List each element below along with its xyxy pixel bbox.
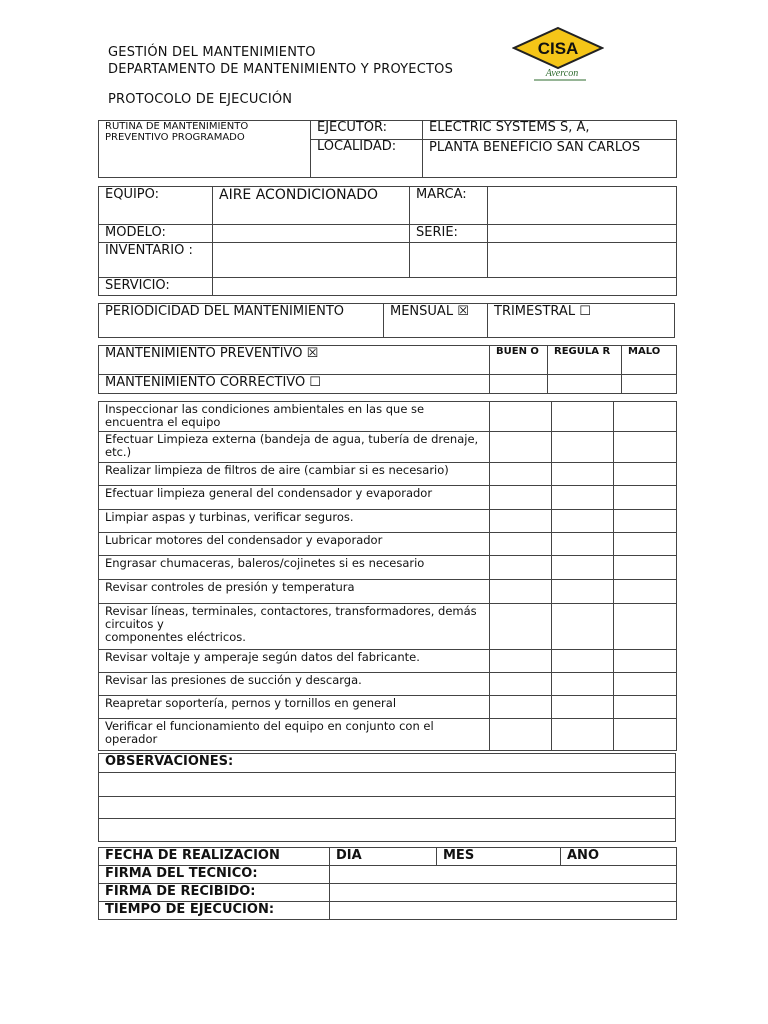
task-good-cell[interactable] <box>490 719 552 751</box>
serie-label: SERIE: <box>410 225 488 243</box>
task-row <box>99 580 677 604</box>
task-good-cell[interactable] <box>490 463 552 486</box>
observations-line[interactable] <box>99 819 676 842</box>
task-bad-cell[interactable] <box>614 402 677 432</box>
task-bad-cell[interactable] <box>614 510 677 533</box>
routine-table <box>98 120 677 178</box>
servicio-value <box>213 278 677 296</box>
task-regular-cell[interactable] <box>552 696 614 719</box>
task-row <box>99 650 677 673</box>
task-good-cell[interactable] <box>490 486 552 510</box>
task-good-cell[interactable] <box>490 556 552 580</box>
task-row <box>99 432 677 463</box>
task-description: Revisar líneas, terminales, contactores, transformadores, demás circuitos y componentes eléctricos. <box>99 604 490 650</box>
modelo-value <box>213 225 410 243</box>
task-regular-cell[interactable] <box>552 432 614 463</box>
serie-value <box>488 225 677 243</box>
periodicity-quarterly[interactable]: TRIMESTRAL ☐ <box>488 304 675 338</box>
task-regular-cell[interactable] <box>552 556 614 580</box>
task-bad-cell[interactable] <box>614 673 677 696</box>
marca-value <box>488 187 677 225</box>
firma-recibido-field[interactable] <box>330 884 677 902</box>
cisa-logo <box>512 26 604 86</box>
task-description: Realizar limpieza de filtros de aire (cambiar si es necesario) <box>99 463 490 486</box>
logo-text: CISA <box>537 39 579 58</box>
equipo-value: AIRE ACONDICIONADO <box>213 187 410 225</box>
executor-label: EJECUTOR: <box>311 121 423 140</box>
logo-subtext: Avercon <box>545 68 579 79</box>
inventario-value <box>213 243 410 278</box>
task-description: Revisar voltaje y amperaje según datos del fabricante. <box>99 650 490 673</box>
firma-tecnico-label: FIRMA DEL TECNICO: <box>99 866 330 884</box>
task-good-cell[interactable] <box>490 402 552 432</box>
task-good-cell[interactable] <box>490 650 552 673</box>
task-row <box>99 486 677 510</box>
col-regular: REGULA R <box>548 346 622 375</box>
task-description: Revisar controles de presión y temperatura <box>99 580 490 604</box>
task-description: Reapretar soportería, pernos y tornillos en general <box>99 696 490 719</box>
task-regular-cell[interactable] <box>552 650 614 673</box>
marca-label: MARCA: <box>410 187 488 225</box>
col-bad: MALO <box>622 346 677 375</box>
fecha-label: FECHA DE REALIZACION <box>99 848 330 866</box>
col-good: BUEN O <box>490 346 548 375</box>
task-description: Revisar las presiones de succión y descarga. <box>99 673 490 696</box>
department-subtitle: DEPARTAMENTO DE MANTENIMIENTO Y PROYECTOS <box>108 62 454 77</box>
document-title: PROTOCOLO DE EJECUCIÓN <box>108 92 293 107</box>
task-row <box>99 696 677 719</box>
task-good-cell[interactable] <box>490 673 552 696</box>
task-bad-cell[interactable] <box>614 650 677 673</box>
firma-recibido-label: FIRMA DE RECIBIDO: <box>99 884 330 902</box>
routine-title: RUTINA DE MANTENIMIENTO PREVENTIVO PROGRAMADO <box>99 121 311 178</box>
task-bad-cell[interactable] <box>614 533 677 556</box>
maintenance-type-table <box>98 345 677 394</box>
equipment-table <box>98 186 677 296</box>
task-regular-cell[interactable] <box>552 533 614 556</box>
task-row <box>99 510 677 533</box>
observations-line[interactable] <box>99 797 676 819</box>
observations-table <box>98 753 676 842</box>
dia-field[interactable]: DIA <box>330 848 437 866</box>
task-regular-cell[interactable] <box>552 510 614 533</box>
task-bad-cell[interactable] <box>614 696 677 719</box>
task-regular-cell[interactable] <box>552 463 614 486</box>
periodicity-label: PERIODICIDAD DEL MANTENIMIENTO <box>99 304 384 338</box>
task-regular-cell[interactable] <box>552 486 614 510</box>
location-label: LOCALIDAD: <box>311 140 423 178</box>
maintenance-preventive[interactable]: MANTENIMIENTO PREVENTIVO ☒ <box>99 346 490 375</box>
task-bad-cell[interactable] <box>614 580 677 604</box>
footer-table <box>98 847 677 920</box>
equipo-label: EQUIPO: <box>99 187 213 225</box>
executor-value: ELECTRIC SYSTEMS S, A, <box>423 121 677 140</box>
task-description: Efectuar Limpieza externa (bandeja de agua, tubería de drenaje, etc.) <box>99 432 490 463</box>
task-bad-cell[interactable] <box>614 432 677 463</box>
task-regular-cell[interactable] <box>552 719 614 751</box>
task-row <box>99 533 677 556</box>
task-row <box>99 402 677 432</box>
periodicity-monthly[interactable]: MENSUAL ☒ <box>384 304 488 338</box>
task-regular-cell[interactable] <box>552 402 614 432</box>
task-good-cell[interactable] <box>490 533 552 556</box>
task-row <box>99 556 677 580</box>
task-bad-cell[interactable] <box>614 556 677 580</box>
task-row <box>99 463 677 486</box>
task-description: Lubricar motores del condensador y evaporador <box>99 533 490 556</box>
observations-label: OBSERVACIONES: <box>99 754 676 773</box>
task-regular-cell[interactable] <box>552 604 614 650</box>
tiempo-label: TIEMPO DE EJECUCION: <box>99 902 330 920</box>
task-description: Limpiar aspas y turbinas, verificar seguros. <box>99 510 490 533</box>
servicio-label: SERVICIO: <box>99 278 213 296</box>
task-regular-cell[interactable] <box>552 580 614 604</box>
task-bad-cell[interactable] <box>614 486 677 510</box>
department-title: GESTIÓN DEL MANTENIMIENTO <box>108 45 316 60</box>
task-good-cell[interactable] <box>490 510 552 533</box>
task-good-cell[interactable] <box>490 604 552 650</box>
task-bad-cell[interactable] <box>614 604 677 650</box>
task-bad-cell[interactable] <box>614 463 677 486</box>
task-table <box>98 401 677 751</box>
task-good-cell[interactable] <box>490 580 552 604</box>
task-good-cell[interactable] <box>490 696 552 719</box>
maintenance-corrective[interactable]: MANTENIMIENTO CORRECTIVO ☐ <box>99 375 490 394</box>
ano-field[interactable]: ANO <box>561 848 677 866</box>
task-regular-cell[interactable] <box>552 673 614 696</box>
task-description: Verificar el funcionamiento del equipo en conjunto con el operador <box>99 719 490 751</box>
observations-line[interactable] <box>99 773 676 797</box>
mes-field[interactable]: MES <box>437 848 561 866</box>
task-row <box>99 673 677 696</box>
task-row <box>99 604 677 650</box>
periodicity-table <box>98 303 675 338</box>
task-description: Engrasar chumaceras, baleros/cojinetes si es necesario <box>99 556 490 580</box>
task-good-cell[interactable] <box>490 432 552 463</box>
location-value: PLANTA BENEFICIO SAN CARLOS <box>423 140 677 178</box>
tiempo-field[interactable] <box>330 902 677 920</box>
task-description: Inspeccionar las condiciones ambientales en las que se encuentra el equipo <box>99 402 490 432</box>
modelo-label: MODELO: <box>99 225 213 243</box>
task-row <box>99 719 677 751</box>
task-description: Efectuar limpieza general del condensador y evaporador <box>99 486 490 510</box>
firma-tecnico-field[interactable] <box>330 866 677 884</box>
inventario-label: INVENTARIO : <box>99 243 213 278</box>
task-bad-cell[interactable] <box>614 719 677 751</box>
